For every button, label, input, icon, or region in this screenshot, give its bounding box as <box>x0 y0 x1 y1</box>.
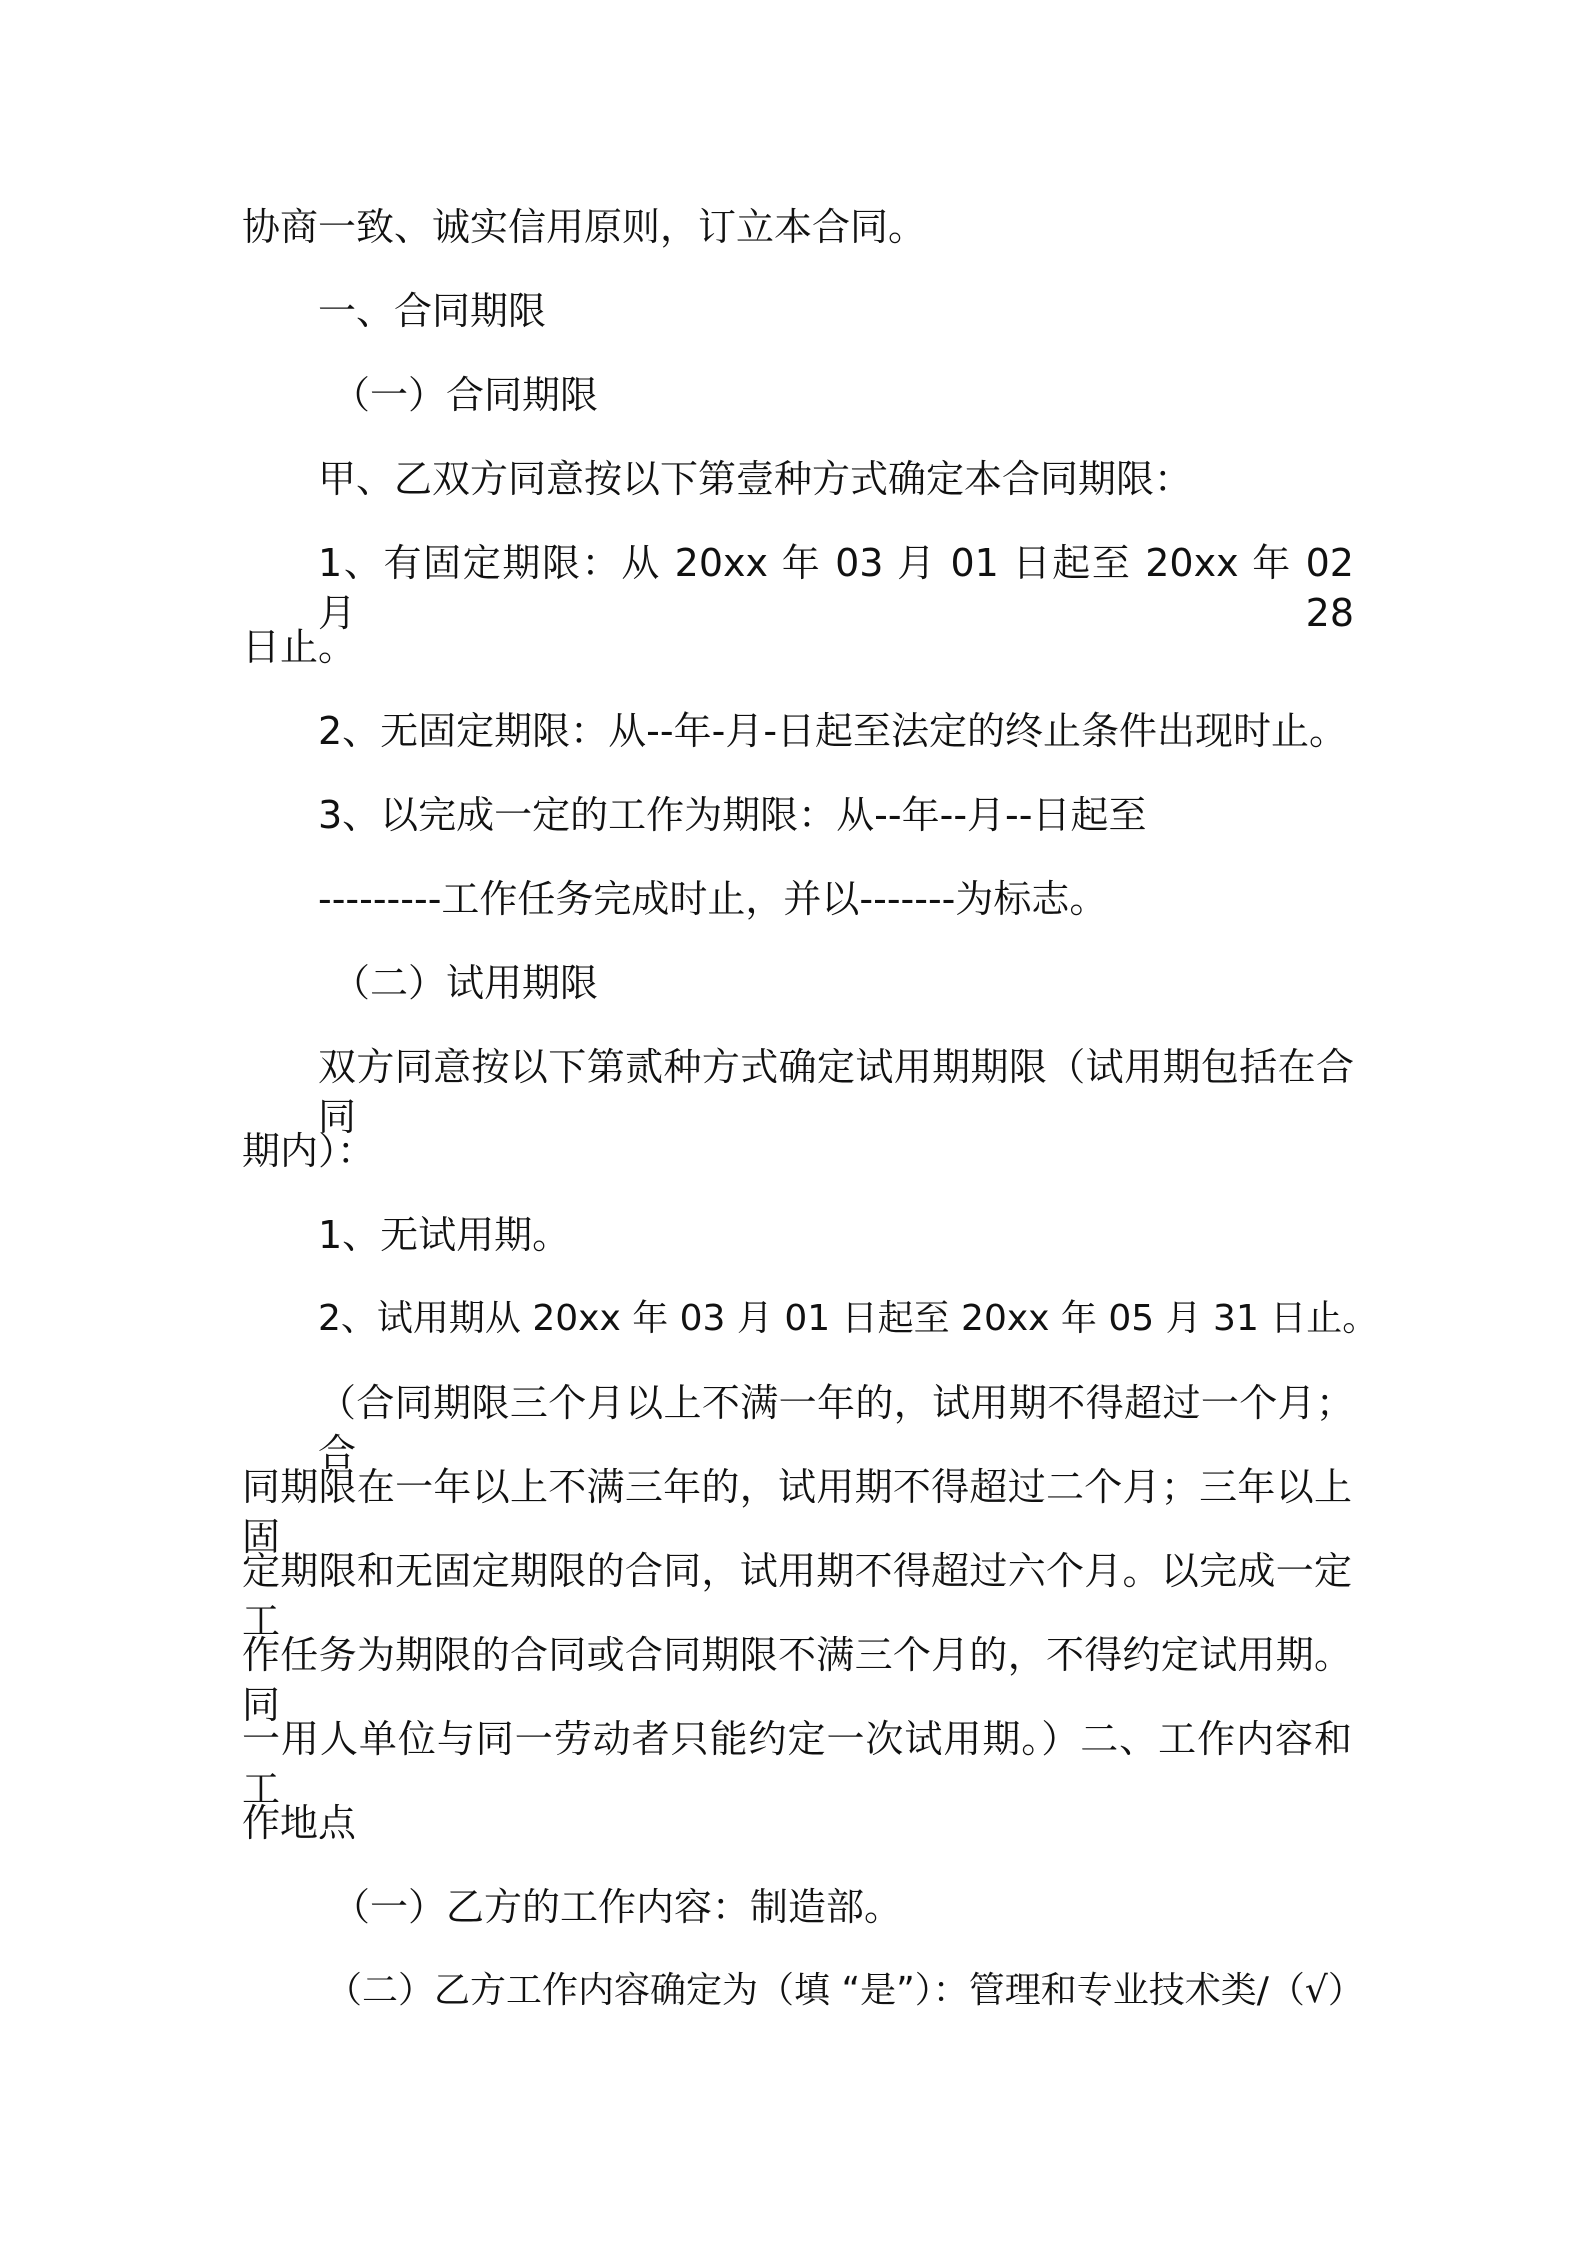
paragraph-line-19: 一用人单位与同一劳动者只能约定一次试用期。）二、工作内容和工 <box>242 1717 1352 1811</box>
paragraph-line-5: 1、有固定期限：从 20xx 年 03 月 01 日起至 20xx 年 02 月 28 <box>318 541 1354 635</box>
paragraph-line-7: 2、无固定期限：从--年-月-日起至法定的终止条件出现时止。 <box>318 709 1348 753</box>
paragraph-line-18: 作任务为期限的合同或合同期限不满三个月的，不得约定试用期。同 <box>242 1633 1352 1727</box>
paragraph-line-12: 期内）： <box>242 1129 376 1173</box>
paragraph-line-4: 甲、乙双方同意按以下第壹种方式确定本合同期限： <box>318 457 1193 501</box>
paragraph-line-17: 定期限和无固定期限的合同，试用期不得超过六个月。以完成一定工 <box>242 1549 1352 1643</box>
paragraph-line-6: 日止。 <box>242 625 357 669</box>
paragraph-line-15: （合同期限三个月以上不满一年的，试用期不得超过一个月；合 <box>318 1381 1354 1475</box>
paragraph-line-11: 双方同意按以下第贰种方式确定试用期期限（试用期包括在合同 <box>318 1045 1354 1139</box>
paragraph-line-13: 1、无试用期。 <box>318 1213 571 1257</box>
paragraph-line-20: 作地点 <box>242 1801 357 1845</box>
paragraph-line-9: ---------工作任务完成时止，并以-------为标志。 <box>318 877 1108 921</box>
paragraph-line-16: 同期限在一年以上不满三年的，试用期不得超过二个月；三年以上固 <box>242 1465 1352 1559</box>
subsection-heading-work-content: （一）乙方的工作内容：制造部。 <box>332 1885 903 1929</box>
subsection-heading-work-category: （二）乙方工作内容确定为（填 “是”）：管理和专业技术类/（√） <box>326 1970 1364 2011</box>
subsection-heading-contract-term: （一）合同期限 <box>332 373 599 417</box>
paragraph-line-14: 2、试用期从 20xx 年 03 月 01 日起至 20xx 年 05 月 31 日止。 <box>318 1298 1379 1339</box>
section-heading-contract-term: 一、合同期限 <box>318 289 547 333</box>
paragraph-line-8: 3、以完成一定的工作为期限：从--年--月--日起至 <box>318 793 1147 837</box>
paragraph-line-1: 协商一致、诚实信用原则，订立本合同。 <box>242 205 927 249</box>
subsection-heading-probation: （二）试用期限 <box>332 961 599 1005</box>
